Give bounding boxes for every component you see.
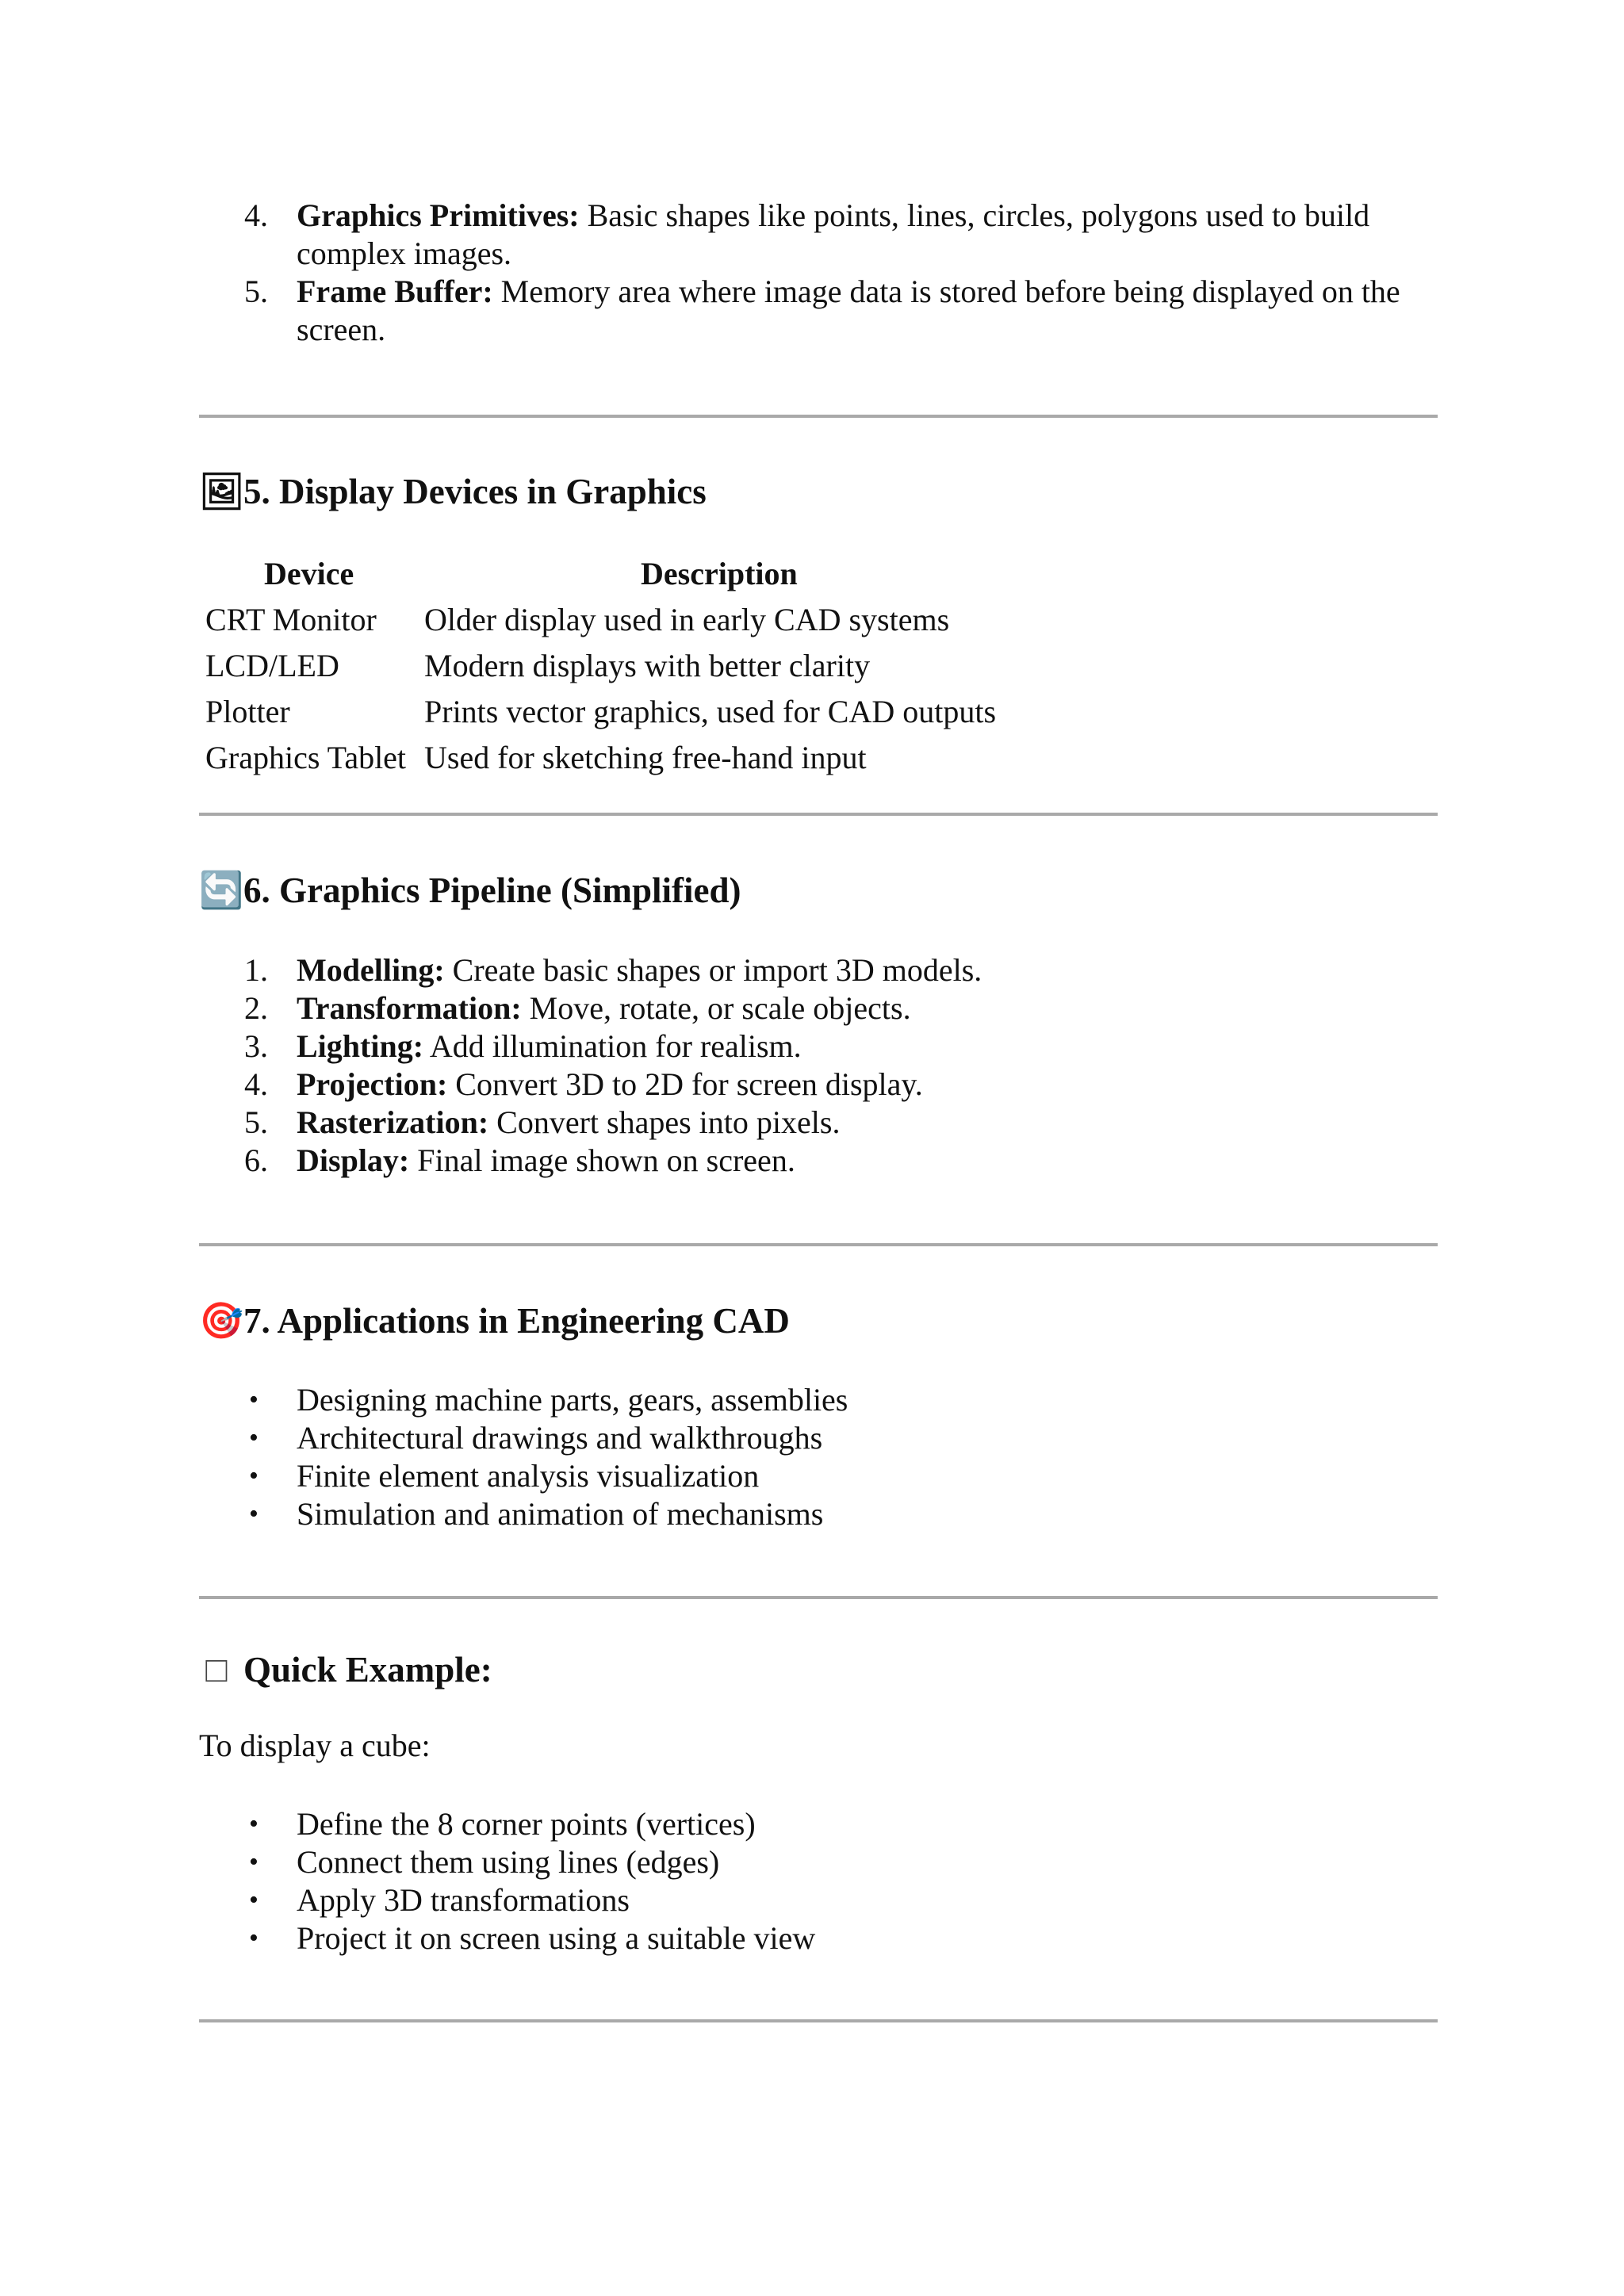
example-intro: To display a cube: [199, 1728, 431, 1763]
bullet-icon: • [249, 1923, 259, 1953]
horizontal-rule [199, 1596, 1438, 1599]
list-item [199, 273, 1438, 349]
bullet-icon: • [249, 1423, 259, 1452]
table-header-device: Device [264, 556, 354, 591]
section-title: 7. Applications in Engineering CAD [243, 1301, 790, 1341]
list-number: 6. [244, 1142, 268, 1178]
list-term: Graphics Primitives: [297, 197, 580, 233]
refresh-arrows-icon: 🔄 [199, 871, 244, 910]
list-text: Memory area where image data is stored before being displayed on the screen. [297, 274, 1400, 347]
list-term: Transformation: [297, 990, 522, 1026]
list-number: 2. [244, 990, 268, 1026]
list-number: 1. [244, 952, 268, 988]
list-item [199, 1027, 1438, 1066]
list-text: Designing machine parts, gears, assemblies [297, 1382, 848, 1418]
list-text: Project it on screen using a suitable view [297, 1920, 816, 1956]
bullet-icon: • [249, 1385, 259, 1414]
table-cell-description: Used for sketching free-hand input [424, 740, 867, 775]
list-item [199, 1843, 1438, 1881]
section-heading-display-devices [199, 469, 707, 514]
list-item [199, 1142, 1438, 1180]
list-item [199, 1495, 1438, 1533]
horizontal-rule [199, 1243, 1438, 1246]
list-number: 4. [244, 1066, 268, 1102]
table-cell-device: Graphics Tablet [205, 740, 407, 775]
list-item [199, 1881, 1438, 1919]
list-text: Define the 8 corner points (vertices) [297, 1806, 756, 1842]
bullet-icon: • [249, 1885, 259, 1915]
horizontal-rule [199, 813, 1438, 816]
list-term: Modelling: [297, 952, 445, 988]
section-title: 6. Graphics Pipeline (Simplified) [243, 871, 741, 910]
list-item [199, 1457, 1438, 1495]
bullet-icon: • [249, 1847, 259, 1877]
section-heading-applications [199, 1299, 790, 1343]
list-term: Display: [297, 1142, 410, 1178]
list-term: Frame Buffer: [297, 274, 493, 309]
horizontal-rule [199, 2019, 1438, 2022]
list-number: 5. [244, 274, 268, 309]
list-number: 4. [244, 197, 268, 233]
missing-glyph-icon: □ [205, 1650, 228, 1689]
table-cell-description: Older display used in early CAD systems [424, 602, 950, 637]
list-item [199, 1419, 1438, 1457]
list-item [199, 1066, 1438, 1104]
table-header-description: Description [641, 556, 798, 591]
horizontal-rule [199, 415, 1438, 418]
table-cell-device: CRT Monitor [205, 602, 377, 637]
list-item [199, 951, 1438, 989]
list-text: Simulation and animation of mechanisms [297, 1496, 824, 1532]
list-text: Connect them using lines (edges) [297, 1844, 720, 1880]
list-text: Convert 3D to 2D for screen display. [447, 1066, 923, 1102]
table-cell-device: LCD/LED [205, 648, 339, 683]
bullet-icon: • [249, 1461, 259, 1490]
bullet-icon: • [249, 1499, 259, 1529]
list-item [199, 1805, 1438, 1843]
section-title: Quick Example: [243, 1650, 492, 1689]
applications-list [199, 1381, 1438, 1533]
list-item [199, 989, 1438, 1027]
list-text: Create basic shapes or import 3D models. [444, 952, 982, 988]
definitions-list [199, 197, 1438, 349]
list-number: 3. [244, 1028, 268, 1064]
table-cell-description: Modern displays with better clarity [424, 648, 871, 683]
list-text: Architectural drawings and walkthroughs [297, 1420, 823, 1456]
pipeline-steps-list [199, 951, 1438, 1180]
list-item [199, 197, 1438, 273]
list-number: 5. [244, 1104, 268, 1140]
list-term: Rasterization: [297, 1104, 489, 1140]
list-item [199, 1381, 1438, 1419]
framed-picture-icon: 🖼 [199, 472, 245, 511]
list-item [199, 1919, 1438, 1957]
list-item [199, 1104, 1438, 1142]
section-title: 5. Display Devices in Graphics [243, 472, 707, 511]
section-heading-graphics-pipeline [199, 868, 741, 913]
list-term: Lighting: [297, 1028, 424, 1064]
table-cell-device: Plotter [205, 694, 290, 729]
section-heading-quick-example [199, 1647, 492, 1692]
bullet-icon: • [249, 1809, 259, 1839]
list-term: Projection: [297, 1066, 448, 1102]
list-text: Move, rotate, or scale objects. [521, 990, 911, 1026]
list-text: Apply 3D transformations [297, 1882, 630, 1918]
example-steps-list [199, 1805, 1438, 1957]
table-cell-description: Prints vector graphics, used for CAD outputs [424, 694, 997, 729]
list-text: Convert shapes into pixels. [488, 1104, 841, 1140]
list-text: Finite element analysis visualization [297, 1458, 760, 1494]
list-text: Basic shapes like points, lines, circles, polygons used to build complex images. [297, 197, 1370, 271]
list-text: Final image shown on screen. [409, 1142, 795, 1178]
list-text: Add illumination for realism. [423, 1028, 802, 1064]
target-icon: 🎯 [199, 1301, 244, 1341]
